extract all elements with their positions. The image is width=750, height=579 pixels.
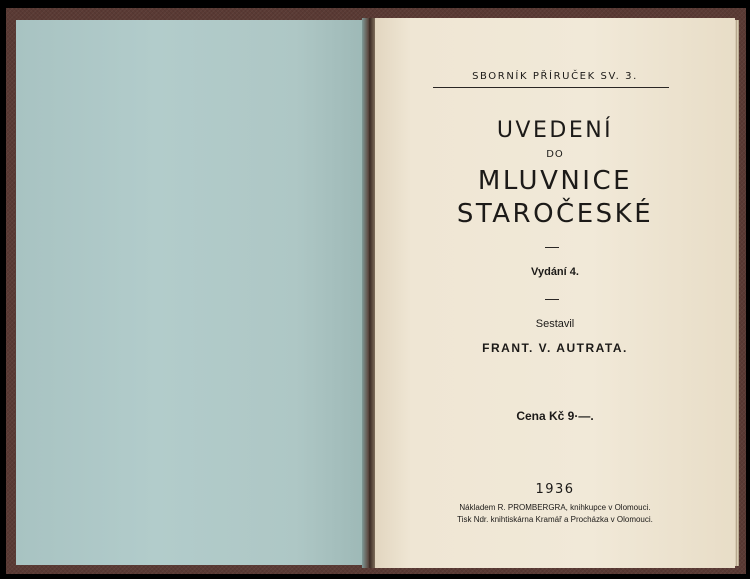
price-text: Cena Kč 9·—. <box>516 409 594 423</box>
series-heading: SBORNÍK PŘÍRUČEK SV. 3. <box>472 71 638 82</box>
printer-imprint: Tisk Ndr. knihtiskárna Kramář a Procházka v Olomouci. <box>457 515 653 524</box>
title-line-1: UVEDENÍ <box>496 118 614 143</box>
title-line-3: MLUVNICE <box>477 166 633 196</box>
publisher-imprint: Nákladem R. PROMBERGRA, knihkupce v Olomouci. <box>459 503 651 512</box>
title-line-4: STAROČESKÉ <box>456 199 654 229</box>
title-page <box>375 18 735 568</box>
edition-text: Vydání 4. <box>531 266 579 278</box>
compiled-by-label: Sestavil <box>535 318 575 330</box>
divider-dash <box>545 247 559 248</box>
title-line-2: DO <box>546 149 564 160</box>
series-rule <box>433 87 669 88</box>
left-endpaper <box>16 20 366 565</box>
divider-dash <box>545 299 559 300</box>
book-gutter <box>362 18 376 568</box>
author-name: FRANT. V. AUTRATA. <box>482 341 628 355</box>
publication-year: 1936 <box>535 482 575 497</box>
page-edges <box>735 20 739 566</box>
